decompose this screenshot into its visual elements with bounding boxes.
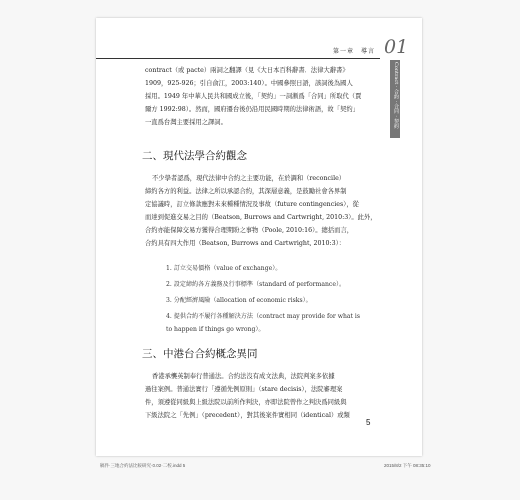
header-rule	[96, 58, 380, 59]
list-item: 1. 訂立交易價格（value of exchange）。	[166, 265, 282, 272]
print-slug-filename: 稿件·三地合約法比較研究·0.02·二校.indd 5	[100, 463, 186, 468]
paragraph-line: 合約具有四大作用（Beatson, Burrows and Cartwright, 2010:3）：	[145, 240, 346, 247]
paragraph-line: 定協議時，訂立條款應對未來種種情況及事故（future contingencies），從	[145, 201, 359, 208]
intro-line: contract（或 pacte）兩詞之翻譯（見《大日本百科辭書．法律大辭書》	[145, 67, 349, 74]
running-head: 第一章 導言	[333, 48, 376, 55]
paragraph-line: 香港承襲英制奉行普通法。合約法沒有成文法典，法院判案多依據	[152, 373, 335, 380]
intro-line: 一直爲台灣主要採用之譯詞。	[145, 119, 227, 126]
paragraph-line: 下級法院之「先例」（precedent），對其後案件實相同（identical）或類	[145, 412, 350, 419]
paragraph-line: 過往案例。普通法實行「遵循先例原則」（stare decisis），法院審理案	[145, 386, 343, 393]
list-item: 3. 分配經濟風險（allocation of economic risks）。	[166, 297, 312, 304]
list-item: 2. 設定締約各方義務及行事標準（standard of performance）。	[166, 281, 346, 288]
paragraph-line: 合約亦能保障交易方獲得合理期盼之事物（Poole, 2010:16）。總括而言，	[145, 227, 354, 234]
intro-line: 1909，925-926；引自俞江，2003:140）。中國參照日語，該詞後為國人	[145, 80, 353, 87]
paragraph-line: 而達到促進交易之目的（Beatson, Burrows and Cartwright, 2010:3）。此外，	[145, 214, 377, 221]
print-slug-timestamp: 2015/8/2 下午 08:35:10	[384, 463, 431, 468]
page-number: 5	[366, 418, 371, 427]
list-item: to happen if things go wrong）。	[166, 326, 265, 333]
side-tab-text: Contract · 合約 · 合同 · 契約	[393, 62, 399, 129]
paragraph-line: 締約各方的利益。法律之所以承認合約，其深層意義，是鼓勵社會各界制	[145, 188, 347, 195]
list-item: 4. 提供合約不履行各種解決方法（contract may provide for what is	[166, 313, 360, 320]
paragraph-line: 件，須遵從同級與上級法院以前所作判決，亦即法院曾作之判決爲同級與	[145, 399, 347, 406]
intro-line: 爾方 1992:98）。然而，國府遷台後仍沿用民國時期的法律術語，故「契約」	[145, 106, 359, 113]
chapter-number: 01	[384, 36, 409, 58]
paragraph-line: 不少學者認爲，現代法律中合約之主要功能，在於調和（reconcile）	[152, 175, 346, 182]
section-heading: 三、中港台合約概念異同	[142, 348, 258, 360]
section-heading: 二、現代法學合約觀念	[142, 150, 247, 162]
intro-line: 採用。1949 年中華人民共和國成立後，「契約」一詞漸爲「合同」所取代（賈	[145, 93, 362, 100]
